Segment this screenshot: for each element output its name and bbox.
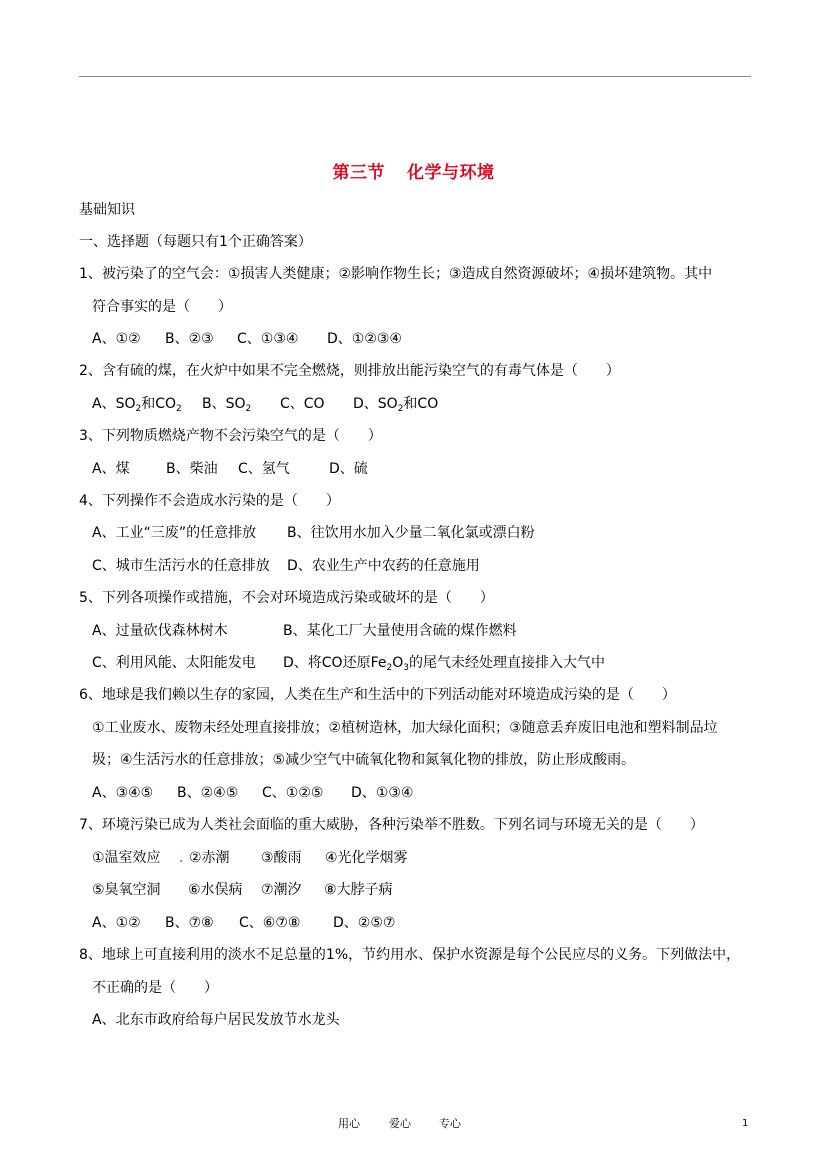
q4-option-a: A、工业“三废”的任意排放	[92, 525, 257, 541]
q1-options	[92, 330, 402, 348]
q3-option-d: D、硫	[329, 461, 368, 477]
q6-option-a: A、③④⑤	[92, 785, 154, 801]
footer-left: 用心	[338, 1117, 360, 1130]
q7-option-c: C、⑥⑦⑧	[239, 915, 301, 931]
q6-option-c: C、①②⑤	[262, 785, 324, 801]
q4-options-row1	[92, 524, 535, 542]
q2-option-b: B、$SO_2$	[202, 396, 252, 414]
q8-stem-line2: 不正确的是（ ）	[92, 980, 218, 996]
q6-option-b: B、②④⑤	[177, 785, 239, 801]
q3-options	[92, 460, 368, 478]
q2-option-d: D、$SO_2$和CO	[353, 396, 439, 414]
q2-options	[92, 395, 438, 418]
q6-statements-line2: 圾；④生活污水的任意排放；⑤减少空气中硫氧化物和氮氧化物的排放，防止形成酸雨。	[92, 752, 636, 768]
q1-stem-line1: 1、被污染了的空气会：①损害人类健康；②影响作物生长；③造成自然资源破坏；④损坏建筑物。其中	[79, 266, 713, 282]
q7-option-d: D、②⑤⑦	[333, 915, 396, 931]
q7-terms-row2	[92, 881, 393, 899]
q6-option-d: D、①③④	[351, 785, 414, 801]
q7-options	[92, 914, 395, 932]
q3-stem: 3、下列物质燃烧产物不会污染空气的是（ ）	[79, 428, 382, 444]
q5-options-row1	[92, 622, 517, 640]
q4-option-c: C、城市生活污水的任意排放	[92, 558, 270, 574]
q5-option-a: A、过量砍伐森林树木	[92, 623, 228, 639]
q1-option-a: A、①②	[92, 331, 141, 347]
q7-option-b: B、⑦⑧	[165, 915, 214, 931]
q7-term-8: ⑧大脖子病	[324, 882, 393, 898]
q2-option-c: C、CO	[280, 396, 325, 412]
q7-term-6: ⑥水俣病	[188, 882, 243, 898]
q6-options	[92, 784, 413, 802]
q7-term-4: ④光化学烟雾	[325, 850, 408, 866]
q5-stem: 5、下列各项操作或措施，不会对环境造成污染或破坏的是（ ）	[79, 590, 494, 606]
q7-term-3: ③酸雨	[261, 850, 302, 866]
section-name: 化学与环境	[407, 163, 495, 183]
q7-terms-row1	[92, 849, 408, 867]
q1-option-d: D、①②③④	[327, 331, 402, 347]
q5-option-c: C、利用风能、太阳能发电	[92, 655, 256, 671]
q8-stem-line1: 8、地球上可直接利用的淡水不足总量的1%，节约用水、保护水资源是每个公民应尽的义务。下列做法中，	[79, 947, 741, 963]
page-number: 1	[742, 1118, 749, 1129]
q2-stem: 2、含有硫的煤，在火炉中如果不完全燃烧，则排放出能污染空气的有毒气体是（ ）	[79, 363, 620, 379]
q3-option-c: C、氢气	[238, 461, 290, 477]
footer-right: 专心	[439, 1117, 461, 1130]
q8-option-a: A、北东市政府给每户居民发放节水龙头	[92, 1012, 340, 1028]
q7-stem: 7、环境污染已成为人类社会面临的重大威胁，各种污染举不胜数。下列名词与环境无关的是（ ）	[79, 817, 704, 833]
section-heading: 一、选择题（每题只有1个正确答案）	[79, 234, 312, 250]
q1-option-b: B、②③	[165, 331, 214, 347]
q4-stem: 4、下列操作不会造成水污染的是（ ）	[79, 493, 340, 509]
section-number: 第三节	[332, 163, 385, 183]
stray-mark: .	[179, 850, 184, 866]
q4-options-row2	[92, 557, 480, 575]
q7-term-5: ⑤臭氧空洞	[92, 882, 161, 898]
q7-option-a: A、①②	[92, 915, 141, 931]
q5-option-b: B、某化工厂大量使用含硫的煤作燃料	[283, 623, 517, 639]
q1-stem-line2: 符合事实的是（ ）	[92, 299, 232, 315]
page-title	[0, 158, 827, 183]
q7-term-7: ⑦潮汐	[261, 882, 302, 898]
q1-option-c: C、①③④	[237, 331, 299, 347]
footer-middle: 爱心	[389, 1117, 411, 1130]
q4-option-d: D、农业生产中农药的任意施用	[287, 558, 480, 574]
q6-statements-line1: ①工业废水、废物未经处理直接排放；②植树造林，加大绿化面积；③随意丢弃废旧电池和塑料制品垃	[92, 720, 718, 736]
q6-stem: 6、地球是我们赖以生存的家园，人类在生产和生活中的下列活动能对环境造成污染的是（ ）	[79, 687, 676, 703]
q7-term-1: ①温室效应	[92, 850, 161, 866]
q3-option-b: B、柴油	[166, 461, 218, 477]
q4-option-b: B、往饮用水加入少量二氧化氯或漂白粉	[287, 525, 535, 541]
q5-option-d: D、将CO还原$Fe_2O_3$的尾气未经处理直接排入大气中	[283, 655, 605, 673]
q3-option-a: A、煤	[92, 461, 130, 477]
q2-option-a: A、$SO_2$和$CO_2$	[92, 396, 182, 414]
q5-options-row2	[92, 654, 605, 677]
header-rule	[79, 76, 751, 77]
basic-knowledge-heading: 基础知识	[79, 202, 135, 218]
q7-term-2: ②赤潮	[189, 850, 230, 866]
